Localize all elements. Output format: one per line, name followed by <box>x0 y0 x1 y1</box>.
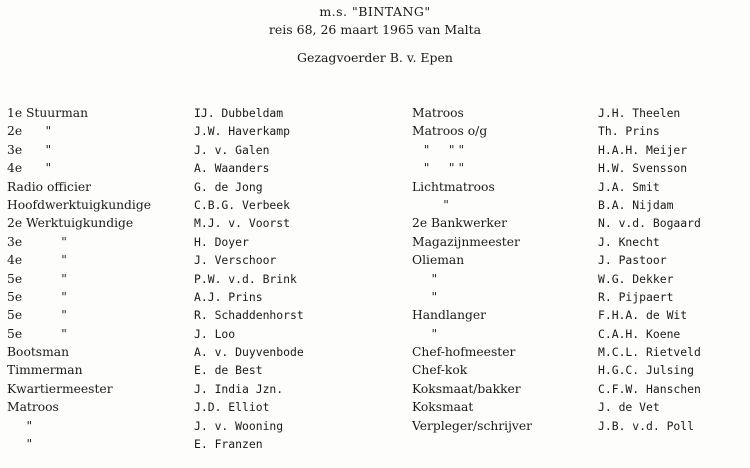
left-names-entry: J. v. Galen <box>194 142 270 157</box>
left-roles-entry: Matroos <box>7 400 59 415</box>
right-names-entry: J.B. v.d. Poll <box>598 418 695 433</box>
right-names-entry: J. de Vet <box>598 400 660 415</box>
right-names-entry: H.G.C. Julsing <box>598 363 695 378</box>
left-roles-entry: Radio officier <box>7 179 92 194</box>
left-names-entry: A.J. Prins <box>194 289 263 304</box>
left-roles-entry: 5e " <box>7 326 67 341</box>
right-roles-entry: Koksmaat/bakker <box>412 381 521 396</box>
left-roles-entry: 5e " <box>7 308 67 323</box>
voyage-line: reis 68, 26 maart 1965 van Malta <box>268 22 482 37</box>
captain-line: Gezagvoerder B. v. Epen <box>297 50 453 65</box>
left-names-entry: G. de Jong <box>194 179 263 194</box>
left-roles-entry: Kwartiermeester <box>7 381 113 396</box>
left-names-entry: C.B.G. Verbeek <box>194 197 291 212</box>
right-roles-entry: Chef-hofmeester <box>412 345 516 360</box>
right-roles-entry: Chef-kok <box>412 363 468 378</box>
right-names-entry: F.H.A. de Wit <box>598 308 688 323</box>
left-names-entry: E. Franzen <box>194 437 263 452</box>
left-names-entry: P.W. v.d. Brink <box>194 271 297 286</box>
left-names-column <box>194 104 304 453</box>
right-roles-entry: 2e Bankwerker <box>412 216 508 231</box>
left-roles-entry: 4e " <box>7 161 52 176</box>
right-roles-entry: Matroos o/g <box>412 124 488 139</box>
right-names-entry: W.G. Dekker <box>598 271 674 286</box>
left-roles-entry: 3e " <box>7 234 67 249</box>
left-names-entry: J. India Jzn. <box>194 381 284 396</box>
right-names-entry: H.A.H. Meijer <box>598 142 688 157</box>
left-roles-column <box>7 104 151 453</box>
left-roles-entry: Bootsman <box>7 345 70 360</box>
right-names-entry: Th. Prins <box>598 124 660 139</box>
right-names-entry: C.A.H. Koene <box>598 326 681 341</box>
left-names-entry: J.D. Elliot <box>194 400 270 415</box>
left-names-entry: J. Verschoor <box>194 253 277 268</box>
left-names-entry: J. Loo <box>194 326 236 341</box>
left-names-entry: J. v. Wooning <box>194 418 284 433</box>
right-roles-entry: " <box>412 271 438 286</box>
right-names-entry: B.A. Nijdam <box>598 197 674 212</box>
left-roles-entry: Hoofdwerktuigkundige <box>7 197 151 212</box>
left-roles-entry: " <box>7 418 33 433</box>
right-names-entry: H.W. Svensson <box>598 161 688 176</box>
left-roles-entry: 4e " <box>7 253 67 268</box>
left-roles-entry: 2e " <box>7 124 52 139</box>
right-roles-entry: Lichtmatroos <box>412 179 495 194</box>
left-names-entry: IJ. Dubbeldam <box>194 106 284 120</box>
right-roles-entry: Olieman <box>412 253 465 268</box>
right-roles-entry: Koksmaat <box>412 400 474 415</box>
left-names-entry: J.W. Haverkamp <box>194 124 291 139</box>
right-names-entry: M.C.L. Rietveld <box>598 345 701 360</box>
right-roles-entry: " <box>412 326 438 341</box>
left-names-entry: R. Schaddenhorst <box>194 308 304 323</box>
right-names-column <box>598 104 701 435</box>
left-roles-entry: Timmerman <box>7 363 83 378</box>
right-names-entry: J. Knecht <box>598 234 660 249</box>
right-names-entry: C.F.W. Hanschen <box>598 381 701 396</box>
right-roles-entry: " <box>412 289 438 304</box>
left-names-entry: M.J. v. Voorst <box>194 216 291 231</box>
left-names-entry: E. de Best <box>194 363 263 378</box>
right-roles-entry: Handlanger <box>412 308 487 323</box>
right-roles-entry: Matroos <box>412 106 464 120</box>
left-roles-entry: 3e " <box>7 142 52 157</box>
right-names-entry: J.A. Smit <box>598 179 660 194</box>
left-roles-entry: 5e " <box>7 271 67 286</box>
left-names-entry: A. Waanders <box>194 161 270 176</box>
ship-name: m.s. "BINTANG" <box>319 4 431 19</box>
right-names-entry: J. Pastoor <box>598 253 667 268</box>
left-roles-entry: 2e Werktuigkundige <box>7 216 134 231</box>
right-roles-entry: Magazijnmeester <box>412 234 520 249</box>
left-roles-entry: 1e Stuurman <box>7 106 89 120</box>
right-roles-entry: " <box>412 197 449 212</box>
right-roles-entry: " " " <box>412 161 465 176</box>
right-names-entry: N. v.d. Bogaard <box>598 216 701 231</box>
left-roles-entry: 5e " <box>7 289 67 304</box>
right-names-entry: J.H. Theelen <box>598 106 681 120</box>
left-names-entry: A. v. Duyvenbode <box>194 345 304 360</box>
left-names-entry: H. Doyer <box>194 234 249 249</box>
left-roles-entry: " <box>7 437 33 452</box>
right-roles-entry: " " " <box>412 142 465 157</box>
right-roles-entry: Verpleger/schrijver <box>412 418 533 433</box>
right-roles-column <box>412 104 532 435</box>
right-names-entry: R. Pijpaert <box>598 289 674 304</box>
